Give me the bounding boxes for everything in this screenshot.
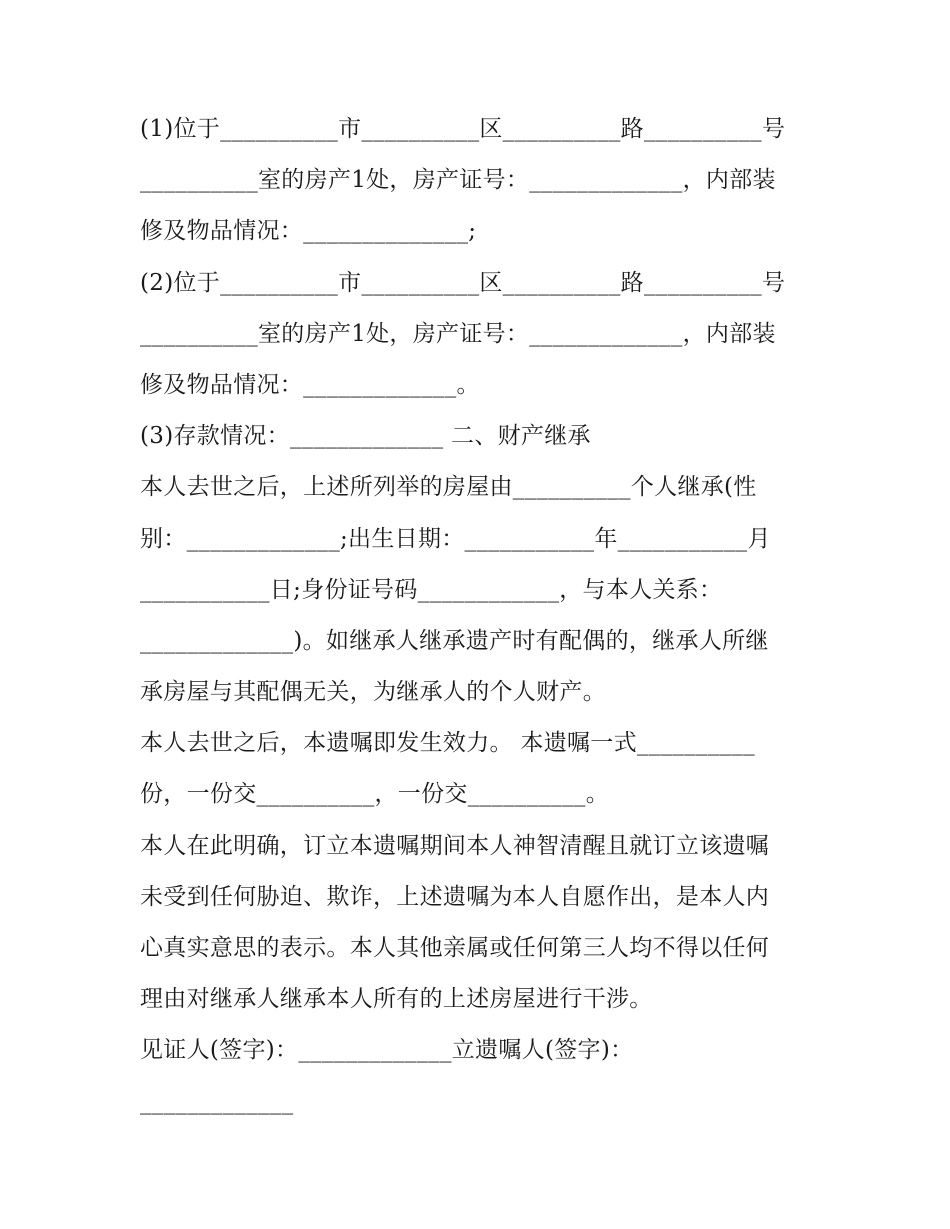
text-line-inheritance-1: 本人去世之后，上述所列举的房屋由__________个人继承(性 xyxy=(140,474,757,501)
text-line-property-1-items: 修及物品情况：______________; xyxy=(140,218,477,245)
text-line-property-1-certificate: __________室的房产1处，房产证号：_____________，内部装 xyxy=(140,167,776,194)
text-line-effect-2: 份，一份交__________，一份交__________。 xyxy=(140,781,609,808)
text-line-inheritance-4: _____________)。如继承人继承遗产时有配偶的，继承人所继 xyxy=(140,627,769,654)
text-line-signature-blank: _____________ xyxy=(140,1088,294,1115)
text-line-inheritance-5: 承房屋与其配偶无关，为继承人的个人财产。 xyxy=(140,679,606,706)
text-line-inheritance-2: 别：_____________;出生日期：___________年___________月 xyxy=(140,525,771,552)
text-line-property-2-items: 修及物品情况：_____________。 xyxy=(140,371,480,398)
text-line-property-1-address: (1)位于__________市__________区__________路__________号 xyxy=(140,116,786,142)
text-line-inheritance-3: ___________日;身份证号码____________，与本人关系： xyxy=(140,576,723,603)
text-line-declaration-3: 心真实意思的表示。本人其他亲属或任何第三人均不得以任何 xyxy=(140,935,770,961)
text-line-declaration-4: 理由对继承人继承本人所有的上述房屋进行干涉。 xyxy=(140,986,653,1013)
text-line-deposits-and-heading: (3)存款情况：_____________ 二、财产继承 xyxy=(140,423,591,450)
text-line-effect-1: 本人去世之后，本遗嘱即发生效力。 本遗嘱一式__________ xyxy=(140,730,755,757)
text-line-signatures: 见证人(签字)：_____________立遗嘱人(签字)： xyxy=(140,1037,634,1064)
document-page xyxy=(140,104,820,1128)
text-line-property-2-address: (2)位于__________市__________区__________路__________号 xyxy=(140,269,786,296)
text-line-declaration-2: 未受到任何胁迫、欺诈，上述遗嘱为本人自愿作出，是本人内 xyxy=(140,883,770,910)
text-line-declaration-1: 本人在此明确，订立本遗嘱期间本人神智清醒且就订立该遗嘱 xyxy=(140,832,770,859)
text-line-property-2-certificate: __________室的房产1处，房产证号：_____________，内部装 xyxy=(140,320,776,347)
